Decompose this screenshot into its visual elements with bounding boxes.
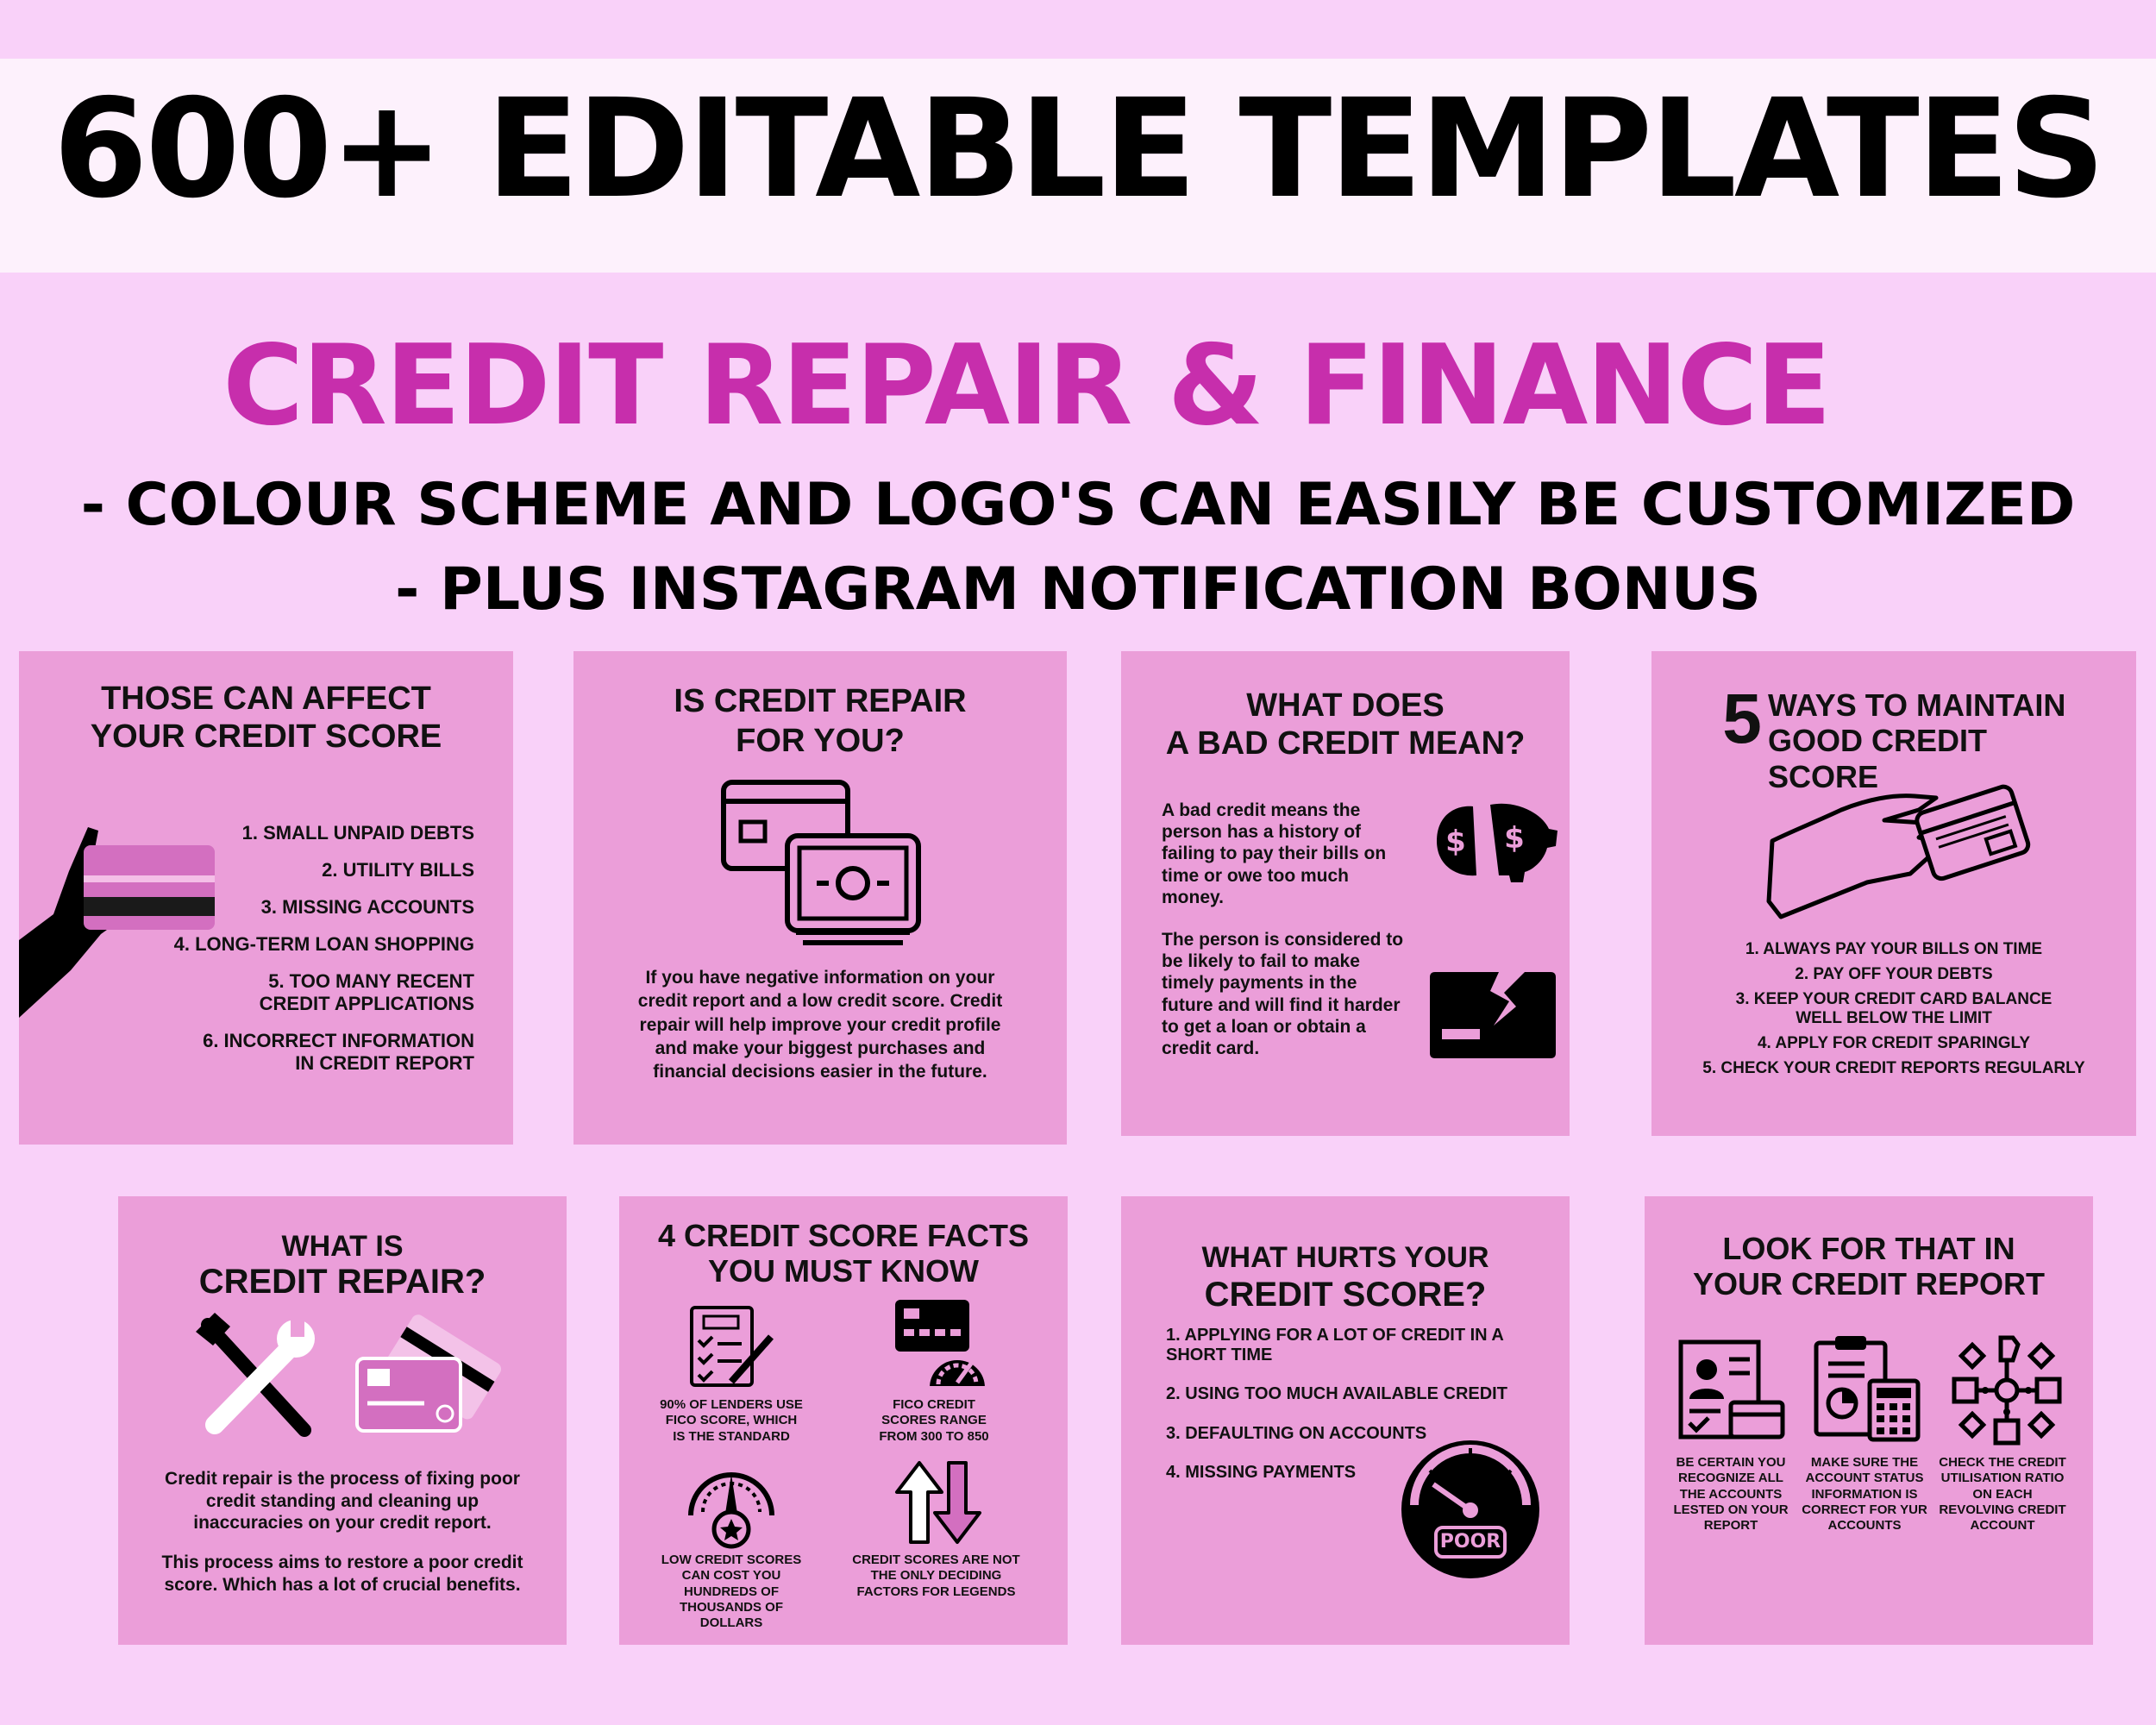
- report-profile-icon: [1677, 1339, 1785, 1442]
- card-title: WHAT DOES A BAD CREDIT MEAN?: [1165, 687, 1526, 762]
- look-1-caption: BE CERTAIN YOU RECOGNIZE ALL THE ACCOUNTS LESTED ON YOUR REPORT: [1673, 1455, 1789, 1534]
- card-title: IS CREDIT REPAIR FOR YOU?: [674, 683, 967, 760]
- broken-piggy-bank-icon: [1430, 798, 1559, 884]
- card-affect-credit-score[interactable]: [19, 651, 513, 1145]
- card-body: If you have negative information on your credit report and a low credit score. Credit repair will help improve your credit profile and make your biggest purchases and financial decisions easier in the future.: [637, 968, 1003, 1082]
- clipboard-calculator-icon: [1813, 1334, 1921, 1442]
- network-ratio-icon: [1951, 1334, 2063, 1446]
- fact-3-caption: LOW CREDIT SCORES CAN COST YOU HUNDREDS OF THOUSANDS OF DOLLARS: [661, 1552, 802, 1631]
- card-bad-credit-meaning[interactable]: [1121, 651, 1570, 1136]
- card-paragraph-2: This process aims to restore a poor credit score. Which has a lot of crucial benefits.: [161, 1552, 523, 1595]
- page-title: 600+ EDITABLE TEMPLATES: [53, 70, 2103, 229]
- page-subtitle: CREDIT REPAIR & FINANCE: [222, 322, 1830, 450]
- broken-card-icon: [1430, 972, 1556, 1058]
- card-title: WAYS TO MAINTAIN GOOD CREDIT SCORE: [1768, 687, 2066, 794]
- list-item: 6. INCORRECT INFORMATION IN CREDIT REPORT: [203, 1029, 474, 1074]
- card-title: WHAT HURTS YOUR CREDIT SCORE?: [1201, 1241, 1489, 1314]
- card-paragraph-2: The person is considered to be likely to fail to make timely payments in the future and will find it harder to get a loan or obtain a credit card.: [1162, 930, 1404, 1058]
- list-item: 3. KEEP YOUR CREDIT CARD BALANCE WELL BELOW THE LIMIT: [1735, 989, 2053, 1028]
- svg-text:$: $: [1504, 821, 1525, 856]
- card-credit-score-facts[interactable]: [619, 1196, 1068, 1645]
- list-item: 2. UTILITY BILLS: [322, 858, 474, 881]
- list-item: 1. APPLYING FOR A LOT OF CREDIT IN A SHORT TIME: [1166, 1326, 1504, 1365]
- ways-number: 5: [1722, 680, 1762, 758]
- list-item: 3. DEFAULTING ON ACCOUNTS: [1166, 1423, 1427, 1443]
- five-ways-list: [1695, 940, 2093, 1079]
- look-2-caption: MAKE SURE THE ACCOUNT STATUS INFORMATION IS CORRECT FOR YUR ACCOUNTS: [1802, 1455, 1927, 1534]
- checklist-report-icon: [688, 1304, 774, 1390]
- credit-cards-icon: [355, 1317, 506, 1438]
- card-title: THOSE CAN AFFECT YOUR CREDIT SCORE: [90, 681, 442, 755]
- speedometer-star-icon: [684, 1455, 779, 1550]
- fact-2-caption: FICO CREDIT SCORES RANGE FROM 300 TO 850: [879, 1397, 989, 1444]
- poor-gauge-icon: [1399, 1438, 1542, 1581]
- card-gauge-icon: [893, 1298, 988, 1393]
- feature-line-1: - COLOUR SCHEME AND LOGO'S CAN EASILY BE CUSTOMIZED: [80, 471, 2076, 539]
- card-title: WHAT IS CREDIT REPAIR?: [198, 1230, 486, 1302]
- up-down-arrows-icon: [893, 1459, 988, 1546]
- fact-4-caption: CREDIT SCORES ARE NOT THE ONLY DECIDING FACTORS FOR LEGENDS: [852, 1552, 1020, 1599]
- hand-giving-card-icon: [1764, 772, 2031, 927]
- gauge-label: POOR: [1439, 1531, 1501, 1552]
- card-paragraph-1: A bad credit means the person has a history of failing to pay their bills on time or owe too much money.: [1162, 800, 1387, 907]
- list-item: 5. CHECK YOUR CREDIT REPORTS REGULARLY: [1702, 1058, 2085, 1077]
- list-item: 4. MISSING PAYMENTS: [1166, 1462, 1357, 1482]
- fact-1-caption: 90% OF LENDERS USE FICO SCORE, WHICH IS THE STANDARD: [660, 1397, 803, 1444]
- list-item: 2. USING TOO MUCH AVAILABLE CREDIT: [1166, 1384, 1507, 1404]
- card-is-credit-repair-for-you[interactable]: [573, 651, 1067, 1145]
- card-and-cash-icon: [720, 779, 927, 951]
- list-item: 4. LONG-TERM LOAN SHOPPING: [173, 932, 474, 955]
- card-five-ways[interactable]: [1651, 651, 2136, 1136]
- svg-text:$: $: [1445, 825, 1466, 859]
- card-what-is-credit-repair[interactable]: [118, 1196, 567, 1645]
- list-item: 2. PAY OFF YOUR DEBTS: [1795, 964, 1993, 983]
- card-title: 4 CREDIT SCORE FACTS YOU MUST KNOW: [657, 1218, 1030, 1289]
- list-item: 1. SMALL UNPAID DEBTS: [241, 822, 474, 844]
- list-item: 3. MISSING ACCOUNTS: [260, 895, 474, 918]
- list-item: 4. APPLY FOR CREDIT SPARINGLY: [1757, 1034, 2031, 1053]
- wrench-and-screwdriver-icon: [196, 1313, 317, 1442]
- card-what-hurts-credit-score[interactable]: [1121, 1196, 1570, 1645]
- card-paragraph-1: Credit repair is the process of fixing poor credit standing and cleaning up inaccuracies on your credit report.: [165, 1469, 520, 1534]
- card-look-for-in-report[interactable]: [1645, 1196, 2093, 1645]
- card-title: LOOK FOR THAT IN YOUR CREDIT REPORT: [1692, 1231, 2046, 1302]
- look-3-caption: CHECK THE CREDIT UTILISATION RATIO ON EACH REVOLVING CREDIT ACCOUNT: [1939, 1455, 2066, 1534]
- list-item: 1. ALWAYS PAY YOUR BILLS ON TIME: [1745, 940, 2043, 958]
- affect-list: [129, 822, 474, 1075]
- feature-line-2: - PLUS INSTAGRAM NOTIFICATION BONUS: [395, 555, 1761, 624]
- list-item: 5. TOO MANY RECENT CREDIT APPLICATIONS: [259, 969, 474, 1014]
